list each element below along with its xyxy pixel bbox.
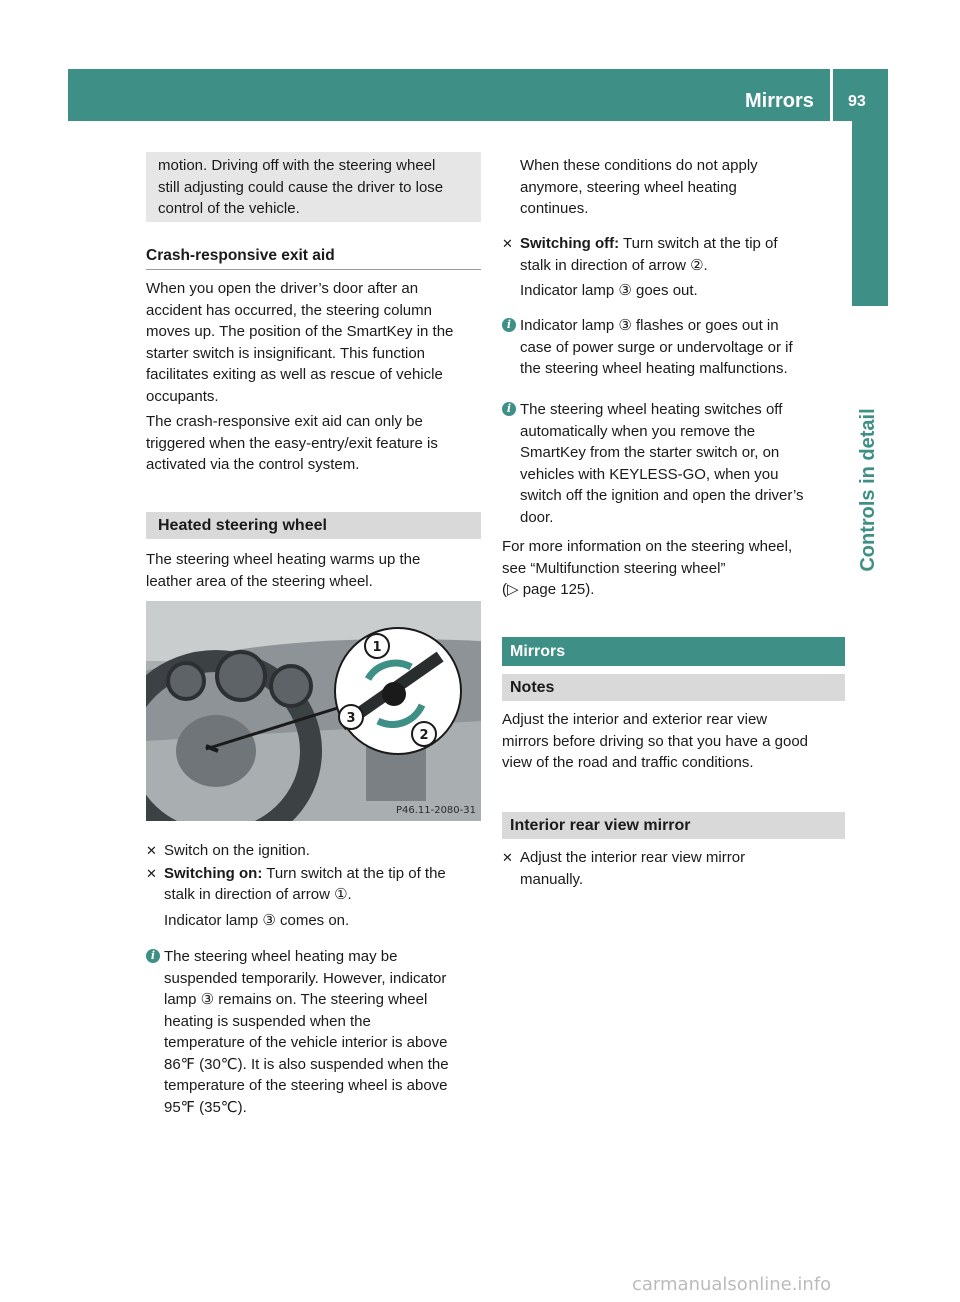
- heading-interior-rear-view-mirror: Interior rear view mirror: [510, 817, 691, 834]
- header-separator: [830, 69, 833, 121]
- step-text: Turn switch at the tip of: [619, 235, 778, 252]
- text-line: Adjust the interior and exterior rear view: [502, 711, 768, 728]
- info-line: SmartKey from the starter switch or, on: [520, 444, 780, 461]
- info-line: automatically when you remove the: [520, 422, 756, 440]
- info-line: the steering wheel heating malfunctions.: [520, 360, 788, 377]
- text-line: When these conditions do not apply: [520, 157, 758, 174]
- warning-box: [146, 152, 481, 222]
- step-marker-icon: ✕: [146, 843, 157, 858]
- interior-mirror-band: [502, 812, 845, 839]
- info-line: temperature of the steering wheel is above: [164, 1077, 448, 1094]
- mirrors-band: [502, 637, 845, 666]
- info-item: [502, 315, 837, 380]
- info-line: switch off the ignition and open the driver’s: [520, 487, 804, 504]
- step-marker-icon: ✕: [146, 865, 157, 881]
- steps-on: [146, 840, 481, 931]
- text-line: moves up. The position of the SmartKey in the: [146, 323, 454, 340]
- text-line: The crash-responsive exit aid can only be: [146, 413, 423, 430]
- info-icon: i: [502, 402, 516, 416]
- info-note-3: [502, 399, 837, 528]
- info-line: The steering wheel heating may be: [164, 948, 398, 965]
- warning-line: still adjusting could cause the driver to lose: [158, 178, 444, 196]
- heading-notes: Notes: [510, 679, 555, 696]
- info-item: [502, 399, 837, 528]
- text-line: For more information on the steering wheel,: [502, 538, 793, 555]
- text-line: The steering wheel heating warms up the: [146, 551, 421, 568]
- info-line: door.: [520, 508, 554, 526]
- step-marker-icon: ✕: [502, 236, 513, 251]
- text-line: leather area of the steering wheel.: [146, 572, 373, 590]
- step-item: [146, 863, 481, 932]
- info-line: suspended temporarily. However, indicator: [164, 969, 447, 987]
- text-line: accident has occurred, the steering column: [146, 301, 432, 319]
- text-line: starter switch is insignificant. This function: [146, 344, 426, 362]
- step-text: stalk in direction of arrow ①.: [164, 886, 352, 903]
- info-line: heating is suspended when the: [164, 1012, 371, 1030]
- step-text: Turn switch at the tip of the: [262, 864, 446, 882]
- more-info-paragraph: [502, 536, 837, 601]
- crash-paragraph-2: [146, 411, 481, 476]
- svg-text:1: 1: [372, 640, 382, 655]
- step-text: manually.: [520, 870, 584, 888]
- text-line: view of the road and traffic conditions.: [502, 754, 754, 771]
- info-item: [146, 946, 481, 1118]
- info-line: Indicator lamp ③ flashes or goes out in: [520, 317, 779, 334]
- svg-text:3: 3: [346, 711, 356, 726]
- notes-band: [502, 674, 845, 701]
- section-title: Mirrors: [745, 90, 814, 112]
- info-icon: i: [146, 949, 160, 963]
- text-line: mirrors before driving so that you have a good: [502, 732, 808, 750]
- interior-step: [502, 847, 837, 890]
- text-line: activated via the control system.: [146, 456, 360, 473]
- step-item: [502, 847, 837, 890]
- info-icon: i: [502, 318, 516, 332]
- info-line: vehicles with KEYLESS-GO, when you: [520, 465, 779, 483]
- step-text: stalk in direction of arrow ②.: [520, 256, 708, 274]
- text-line: occupants.: [146, 387, 219, 405]
- heated-intro: [146, 549, 481, 592]
- heated-band: [146, 512, 481, 539]
- info-line: temperature of the vehicle interior is above: [164, 1034, 448, 1051]
- text-line: continues.: [520, 200, 589, 217]
- heading-heated-steering-wheel: Heated steering wheel: [158, 517, 327, 534]
- step-result: Indicator lamp ③ comes on.: [164, 911, 350, 929]
- heading-rule: [146, 269, 481, 270]
- info-line: 95℉ (35℃).: [164, 1098, 247, 1116]
- info-line: The steering wheel heating switches off: [520, 401, 783, 418]
- step-item: [502, 233, 837, 302]
- info-note-1: [146, 946, 481, 1118]
- notes-paragraph: [502, 709, 837, 774]
- warning-line: motion. Driving off with the steering wheel: [158, 157, 436, 174]
- info-note-2: [502, 315, 837, 380]
- steering-wheel-photo: [146, 601, 481, 821]
- step-result: Indicator lamp ③ goes out.: [520, 282, 698, 299]
- text-line: see “Multifunction steering wheel”: [502, 559, 726, 577]
- heading-mirrors: Mirrors: [510, 643, 566, 660]
- step-item: [146, 840, 481, 862]
- text-line: anymore, steering wheel heating: [520, 178, 737, 196]
- side-tab-label: Controls in detail: [857, 408, 879, 572]
- side-tab: [852, 121, 888, 306]
- info-line: 86℉ (30℃). It is also suspended when the: [164, 1055, 449, 1073]
- figure-code: P46.11-2080-31: [395, 805, 476, 816]
- watermark: carmanualsonline.info: [632, 1274, 832, 1295]
- info-line: case of power surge or undervoltage or if: [520, 338, 793, 356]
- info-line: lamp ③ remains on. The steering wheel: [164, 991, 428, 1008]
- text-line: facilitates exiting as well as rescue of vehicle: [146, 366, 443, 383]
- step-label: Switching on:: [164, 864, 263, 882]
- step-marker-icon: ✕: [502, 850, 513, 865]
- dashboard-illustration: [146, 601, 481, 821]
- page-number: 93: [848, 93, 866, 110]
- warning-line: control of the vehicle.: [158, 200, 300, 217]
- step-label: Switching off:: [520, 235, 620, 252]
- page-reference-link[interactable]: (▷ page 125).: [502, 581, 595, 598]
- crash-heading: [146, 245, 481, 267]
- text-line: triggered when the easy-entry/exit feature is: [146, 434, 438, 452]
- heading-crash-exit-aid: Crash-responsive exit aid: [146, 247, 335, 264]
- continuation-paragraph: [502, 155, 837, 220]
- svg-text:2: 2: [419, 728, 429, 743]
- text-line: When you open the driver’s door after an: [146, 280, 419, 297]
- step-off: [502, 233, 837, 302]
- step-text: Adjust the interior rear view mirror: [520, 849, 746, 866]
- step-text: Switch on the ignition.: [164, 842, 310, 859]
- crash-paragraph-1: [146, 278, 481, 407]
